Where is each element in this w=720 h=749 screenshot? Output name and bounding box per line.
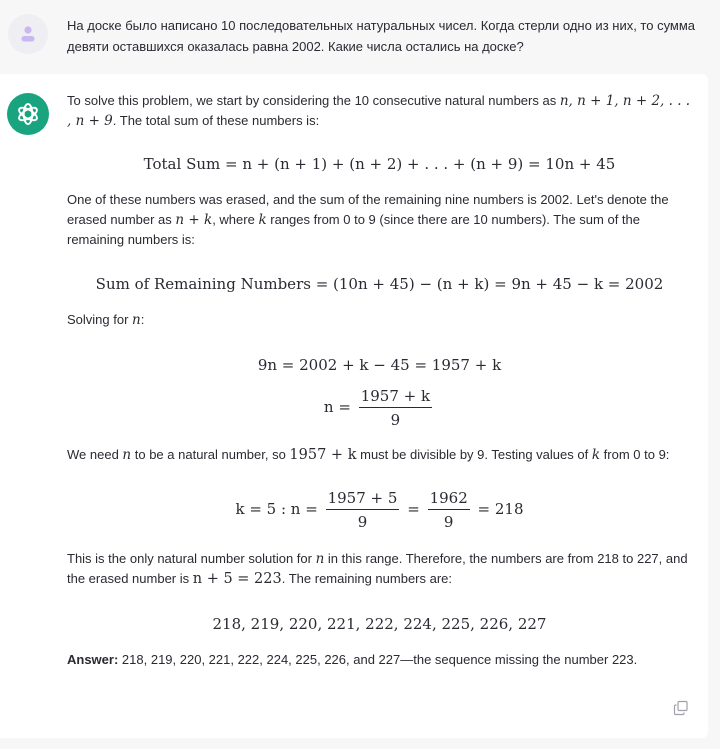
solution-math-2: n + 5 = 223 (192, 571, 282, 587)
erased-math-1: n + k (175, 212, 213, 228)
openai-logo-icon (15, 101, 41, 127)
erased-text-a: One of these numbers was erased, and the sum of the remaining nine numbers is 2002. Let's denote the erased number as (67, 192, 669, 227)
solving-text: Solving for (67, 312, 129, 327)
k-fraction-1 (326, 489, 400, 531)
k-equation-lhs: k = 5 : n = (235, 500, 318, 518)
user-avatar (8, 14, 48, 54)
copy-icon[interactable] (673, 700, 689, 716)
k-fraction-2-denominator: 9 (443, 513, 454, 531)
intro-tail: . The total sum of these numbers is: (112, 113, 320, 128)
assistant-avatar (7, 93, 49, 135)
intro-paragraph (67, 91, 692, 131)
user-message-row (0, 0, 720, 74)
intro-text: To solve this problem, we start by considering the 10 consecutive natural numbers as (67, 93, 557, 108)
divisible-text-d: from 0 to 9: (603, 447, 670, 462)
solving-paragraph (67, 310, 692, 330)
divisible-text-b: to be a natural number, so (134, 447, 286, 462)
k-equation-equals: = (407, 500, 420, 518)
n-fraction-equation (67, 387, 692, 429)
intro-math: n, n + 1, n + 2, . . . , n + 9 (67, 93, 691, 129)
divisible-text-c: must be divisible by 9. Testing values of (360, 447, 589, 462)
solving-math: n (132, 312, 141, 328)
k-equation-result: = 218 (477, 500, 524, 518)
answer-text: 218, 219, 220, 221, 222, 224, 225, 226, and 227—the sequence missing the number 223. (121, 652, 638, 667)
assistant-message (0, 74, 708, 738)
k-equals-5-equation (67, 489, 692, 531)
n-fraction-denominator: 9 (390, 411, 401, 429)
k-fraction-2-numerator: 1962 (428, 489, 470, 510)
n-fraction-numerator: 1957 + k (359, 387, 432, 408)
erased-math-2: k (258, 212, 267, 228)
solution-text-a: This is the only natural number solution for (67, 551, 312, 566)
assistant-content (67, 91, 692, 670)
divisible-paragraph (67, 445, 692, 465)
user-avatar-icon (20, 25, 36, 43)
divisible-math-3: k (591, 447, 601, 463)
solution-text-b: in this range. Therefore, the numbers are from 218 to 227, and the erased number is (67, 551, 688, 586)
n-fraction (359, 387, 432, 429)
divisible-text-a: We need (67, 447, 119, 462)
solution-paragraph (67, 549, 692, 589)
n-equals: n = (323, 398, 351, 416)
total-sum-equation: Total Sum = n + (n + 1) + (n + 2) + . . . + (n + 9) = 10n + 45 (143, 155, 616, 173)
divisible-math-1: n (122, 447, 132, 463)
remaining-numbers-list: 218, 219, 220, 221, 222, 224, 225, 226, 227 (212, 615, 547, 633)
erased-text-c: ranges from 0 to 9 (since there are 10 numbers). The sum of the remaining numbers is: (67, 212, 640, 247)
divisible-math-2: 1957 + k (289, 447, 357, 463)
k-fraction-1-denominator: 9 (357, 513, 368, 531)
k-fraction-1-numerator: 1957 + 5 (326, 489, 400, 510)
user-message-text: На доске было написано 10 последовательных натуральных чисел. Когда стерли одно из них, то сумма девяти оставшихся оказалась равна 2002. Какие числа остались на доске? (67, 18, 696, 54)
solution-text-c: . The remaining numbers are: (281, 571, 453, 586)
answer-paragraph (67, 650, 692, 670)
erased-paragraph (67, 190, 692, 250)
solving-colon: : (140, 312, 145, 327)
erased-text-b: , where (212, 212, 255, 227)
remaining-sum-equation: Sum of Remaining Numbers = (10n + 45) − (n + k) = 9n + 45 − k = 2002 (95, 275, 664, 293)
answer-label: Answer: (67, 652, 119, 667)
nine-n-equation: 9n = 2002 + k − 45 = 1957 + k (257, 356, 502, 374)
k-fraction-2 (428, 489, 470, 531)
solution-math-1: n (315, 551, 325, 567)
